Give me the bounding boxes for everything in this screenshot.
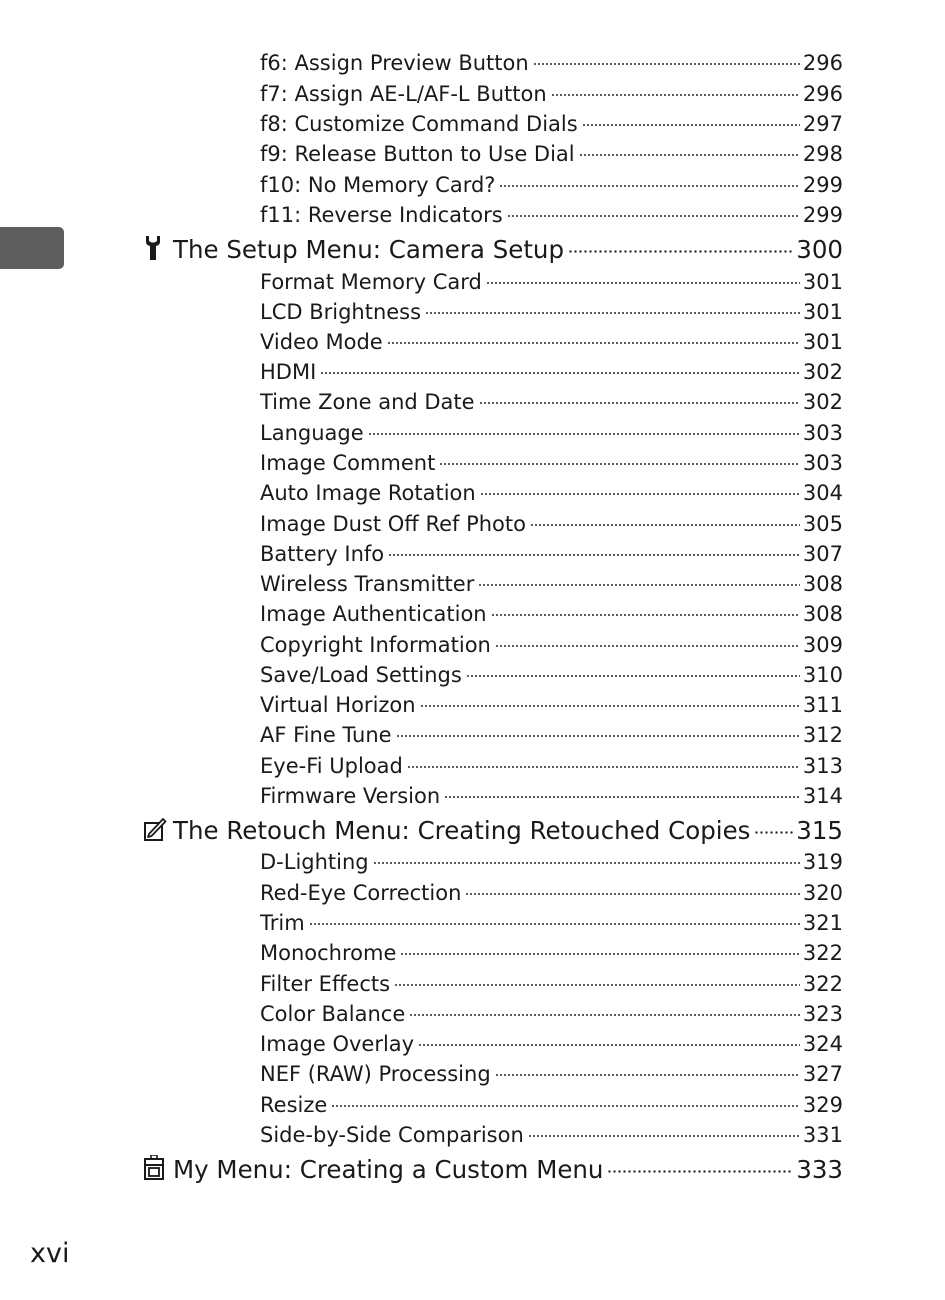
toc-entry-page: 324 xyxy=(802,1032,843,1056)
toc-entry-page: 304 xyxy=(802,481,843,505)
toc-entry-label: The Setup Menu: Camera Setup xyxy=(173,235,565,264)
dot-leader xyxy=(388,540,800,561)
toc-entry[interactable] xyxy=(260,48,843,78)
toc-entry[interactable] xyxy=(260,660,843,690)
retouch-icon xyxy=(143,816,167,842)
toc-entry[interactable] xyxy=(260,418,843,448)
toc-entry-page: 298 xyxy=(802,142,843,166)
toc-entry-label: Color Balance xyxy=(260,1002,406,1026)
dot-leader xyxy=(495,631,800,652)
toc-entry-page: 309 xyxy=(802,633,843,657)
toc-entry-page: 303 xyxy=(802,451,843,475)
dot-leader xyxy=(368,419,800,440)
dot-leader xyxy=(551,80,800,101)
toc-entry[interactable] xyxy=(260,569,843,599)
toc-section-entry[interactable] xyxy=(143,813,843,847)
toc-entry-page: 310 xyxy=(802,663,843,687)
toc-entry-page: 329 xyxy=(802,1093,843,1117)
dot-leader xyxy=(309,909,800,930)
toc-entry[interactable] xyxy=(260,79,843,109)
toc-entry-page: 299 xyxy=(802,173,843,197)
toc-entry-page: 308 xyxy=(802,572,843,596)
dot-leader xyxy=(754,815,793,840)
dot-leader xyxy=(466,661,800,682)
toc-entry[interactable] xyxy=(260,1090,843,1120)
toc-entry-page: 322 xyxy=(802,941,843,965)
dot-leader xyxy=(465,879,799,900)
toc-entry-page: 311 xyxy=(802,693,843,717)
toc-entry-page: 303 xyxy=(802,421,843,445)
toc-entry[interactable] xyxy=(260,751,843,781)
toc-entry-page: 308 xyxy=(802,602,843,626)
dot-leader xyxy=(533,49,800,70)
toc-entry-label: Save/Load Settings xyxy=(260,663,462,687)
dot-leader xyxy=(530,510,800,531)
toc-entry-page: 331 xyxy=(802,1123,843,1147)
toc-entry-label: Image Comment xyxy=(260,451,436,475)
toc-entry[interactable] xyxy=(260,448,843,478)
toc-entry[interactable] xyxy=(260,478,843,508)
toc-entry-page: 315 xyxy=(796,816,843,845)
toc-entry-label: Firmware Version xyxy=(260,784,441,808)
toc-entry-label: f7: Assign AE-L/AF-L Button xyxy=(260,82,547,106)
toc-entry-label: f11: Reverse Indicators xyxy=(260,203,503,227)
toc-entry-label: f10: No Memory Card? xyxy=(260,173,496,197)
toc-entry-label: Wireless Transmitter xyxy=(260,572,475,596)
toc-entry[interactable] xyxy=(260,969,843,999)
toc-entry-page: 314 xyxy=(802,784,843,808)
toc-entry-page: 327 xyxy=(802,1062,843,1086)
toc-entry-label: f6: Assign Preview Button xyxy=(260,51,529,75)
toc-entry-page: 322 xyxy=(802,972,843,996)
toc-entry-label: My Menu: Creating a Custom Menu xyxy=(173,1155,604,1184)
toc-entry[interactable] xyxy=(260,357,843,387)
toc-entry-label: Virtual Horizon xyxy=(260,693,416,717)
toc-entry[interactable] xyxy=(260,139,843,169)
toc-entry-page: 333 xyxy=(796,1155,843,1184)
toc-entry-label: Auto Image Rotation xyxy=(260,481,476,505)
toc-entry-label: Battery Info xyxy=(260,542,385,566)
toc-entry-page: 299 xyxy=(802,203,843,227)
dot-leader xyxy=(479,388,800,409)
toc-entry-page: 302 xyxy=(802,390,843,414)
toc-entry-page: 301 xyxy=(802,330,843,354)
chapter-tab-marker xyxy=(0,227,64,269)
toc-entry-label: Red-Eye Correction xyxy=(260,881,462,905)
toc-entry-label: D-Lighting xyxy=(260,850,369,874)
toc-entry[interactable] xyxy=(260,509,843,539)
toc-entry-label: The Retouch Menu: Creating Retouched Copies xyxy=(173,816,751,845)
my-menu-icon xyxy=(143,1155,167,1181)
dot-leader xyxy=(418,1030,800,1051)
toc-entry[interactable] xyxy=(260,267,843,297)
toc-entry-label: AF Fine Tune xyxy=(260,723,392,747)
toc-entry-label: Resize xyxy=(260,1093,328,1117)
dot-leader xyxy=(420,691,800,712)
toc-entry-label: Side-by-Side Comparison xyxy=(260,1123,524,1147)
toc-entry-label: Trim xyxy=(260,911,305,935)
toc-entry-page: 301 xyxy=(802,300,843,324)
dot-leader xyxy=(400,939,800,960)
toc-entry[interactable] xyxy=(260,387,843,417)
toc-entry-page: 313 xyxy=(802,754,843,778)
toc-entry[interactable] xyxy=(260,690,843,720)
toc-entry-label: Eye-Fi Upload xyxy=(260,754,403,778)
dot-leader xyxy=(486,268,800,289)
dot-leader xyxy=(499,171,799,192)
toc-entry[interactable] xyxy=(260,847,843,877)
dot-leader xyxy=(387,328,800,349)
toc-entry[interactable] xyxy=(260,297,843,327)
toc-entry-label: Image Authentication xyxy=(260,602,487,626)
toc-entry[interactable] xyxy=(260,1059,843,1089)
dot-leader xyxy=(507,201,800,222)
dot-leader xyxy=(373,848,800,869)
toc-entry-page: 300 xyxy=(796,235,843,264)
toc-entry[interactable] xyxy=(260,938,843,968)
toc-entry-page: 296 xyxy=(802,82,843,106)
dot-leader xyxy=(409,1000,800,1021)
toc-entry-label: Video Mode xyxy=(260,330,383,354)
toc-entry[interactable] xyxy=(260,1120,843,1150)
dot-leader xyxy=(495,1060,800,1081)
dot-leader xyxy=(480,479,800,500)
toc-entry-label: Image Overlay xyxy=(260,1032,415,1056)
dot-leader xyxy=(320,358,800,379)
toc-entry-label: Format Memory Card xyxy=(260,270,482,294)
toc-entry[interactable] xyxy=(260,327,843,357)
toc-entry[interactable] xyxy=(260,878,843,908)
toc-entry-label: Time Zone and Date xyxy=(260,390,475,414)
toc-entry-page: 323 xyxy=(802,1002,843,1026)
toc-entry[interactable] xyxy=(260,200,843,230)
toc-entry-label: Filter Effects xyxy=(260,972,391,996)
dot-leader xyxy=(425,298,800,319)
dot-leader xyxy=(396,721,800,742)
dot-leader xyxy=(444,782,800,803)
toc-entry-label: LCD Brightness xyxy=(260,300,422,324)
toc-section-entry[interactable] xyxy=(143,1152,843,1186)
toc-entry-page: 297 xyxy=(802,112,843,136)
dot-leader xyxy=(439,449,800,470)
toc-entry-page: 305 xyxy=(802,512,843,536)
toc-entry-label: Copyright Information xyxy=(260,633,491,657)
dot-leader xyxy=(407,752,800,773)
toc-entry[interactable] xyxy=(260,781,843,811)
dot-leader xyxy=(528,1121,800,1142)
toc-entry-page: 296 xyxy=(802,51,843,75)
dot-leader xyxy=(579,140,800,161)
toc-entry-label: Image Dust Off Ref Photo xyxy=(260,512,526,536)
page-number: xvi xyxy=(30,1238,70,1269)
dot-leader xyxy=(394,970,800,991)
toc-entry-page: 301 xyxy=(802,270,843,294)
toc-entry-label: Language xyxy=(260,421,364,445)
toc-entry-label: Monochrome xyxy=(260,941,397,965)
toc-entry[interactable] xyxy=(260,908,843,938)
toc-entry[interactable] xyxy=(260,630,843,660)
dot-leader xyxy=(331,1091,800,1112)
dot-leader xyxy=(582,110,800,131)
toc-entry[interactable] xyxy=(260,599,843,629)
toc-entry-page: 307 xyxy=(802,542,843,566)
toc-entry-page: 321 xyxy=(802,911,843,935)
toc-entry[interactable] xyxy=(260,539,843,569)
dot-leader xyxy=(607,1154,793,1179)
toc-section-entry[interactable] xyxy=(143,232,843,266)
toc-entry-label: HDMI xyxy=(260,360,317,384)
toc-entry[interactable] xyxy=(260,999,843,1029)
toc-entry[interactable] xyxy=(260,1029,843,1059)
toc-entry-page: 302 xyxy=(802,360,843,384)
toc-entry-label: NEF (RAW) Processing xyxy=(260,1062,491,1086)
toc-entry-label: f9: Release Button to Use Dial xyxy=(260,142,575,166)
dot-leader xyxy=(491,600,800,621)
toc-entry-page: 312 xyxy=(802,723,843,747)
toc-entry-label: f8: Customize Command Dials xyxy=(260,112,578,136)
dot-leader xyxy=(568,234,793,259)
toc-entry-page: 319 xyxy=(802,850,843,874)
toc-entry[interactable] xyxy=(260,720,843,750)
dot-leader xyxy=(478,570,800,591)
toc-entry[interactable] xyxy=(260,109,843,139)
toc-entry[interactable] xyxy=(260,170,843,200)
toc-entry-page: 320 xyxy=(802,881,843,905)
wrench-icon xyxy=(143,235,167,261)
